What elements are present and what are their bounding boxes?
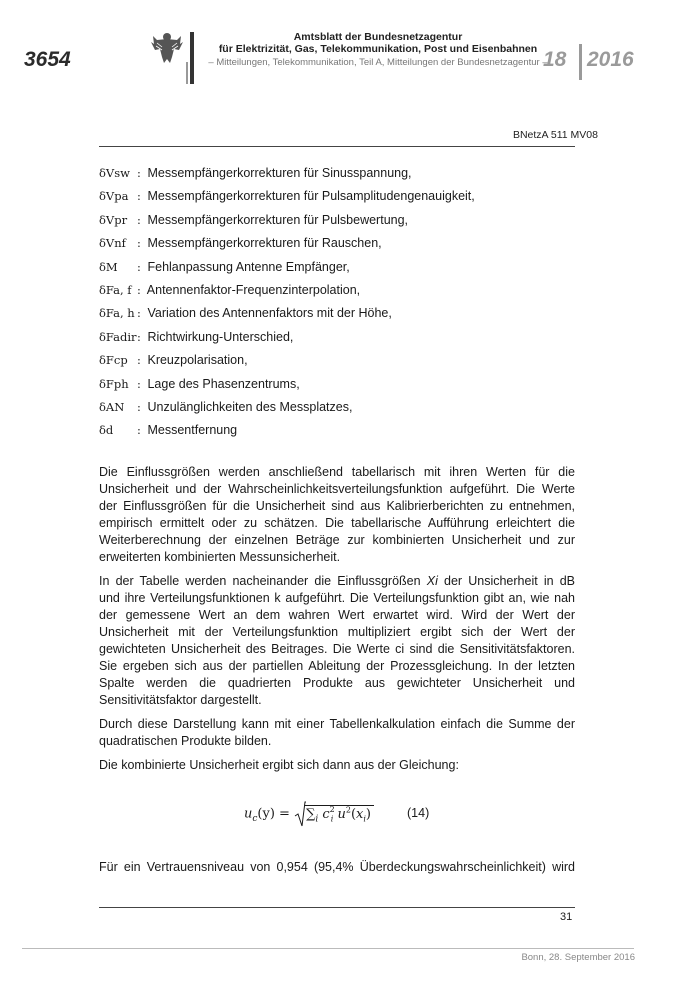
page-number: 3654 xyxy=(24,48,71,71)
paragraph-1 xyxy=(99,464,575,566)
footer-date: Bonn, 28. September 2016 xyxy=(521,952,635,963)
symbol-row: δM : Fehlanpassung Antenne Empfänger, xyxy=(99,257,579,280)
issue-number: 18 xyxy=(543,48,567,71)
gazette-title-line2: für Elektrizität, Gas, Telekommunikation, Post und Eisenbahnen xyxy=(218,43,538,55)
body-text xyxy=(99,464,575,781)
paragraph-2 xyxy=(99,573,575,709)
formula: $u_c(y) = \sum_i$ $c^2_i$ $u^2(x_i)$ xyxy=(244,800,374,828)
federal-eagle-icon xyxy=(150,30,184,66)
symbol-name: δFcp xyxy=(99,353,128,368)
gazette-title-line1: Amtsblatt der Bundesnetzagentur xyxy=(293,31,463,43)
symbol-description: Fehlanpassung Antenne Empfänger, xyxy=(147,259,350,274)
header-rule-secondary xyxy=(186,62,188,84)
text-line: Unsicherheit und der Wahrscheinlichkeitsverteilungsfunktion aufgeführt. Die Werte xyxy=(99,482,575,496)
paragraph-3 xyxy=(99,716,575,750)
symbol-list xyxy=(99,163,579,444)
formula-number: (14) xyxy=(407,806,430,820)
symbol-row: δVnf : Messempfängerkorrekturen für Rauschen, xyxy=(99,233,579,256)
symbol-row: δFa, h : Variation des Antennenfaktors mit der Höhe, xyxy=(99,303,579,326)
text-line: Die Einflussgrößen werden anschließend tabellarisch mit ihren Werten für die xyxy=(99,465,575,479)
symbol-name: δM xyxy=(99,259,118,274)
text-line: und ihre Verteilungsfunktionen k aufgeführt. Die Verteilungsfunktion gibt an, wie nah xyxy=(99,591,575,605)
text-line: der Einflussgrößen für die Unsicherheit sind aus Kalibrierberichten zu entnehmen, xyxy=(99,499,575,513)
symbol-name: δFa, h xyxy=(99,306,135,321)
symbol-description: Messempfängerkorrekturen für Pulsbewertung, xyxy=(147,212,409,227)
text-line: erweiterten kombinierten Messunsicherheit. xyxy=(99,550,341,564)
symbol-name: δFph xyxy=(99,376,129,391)
symbol-description: Messempfängerkorrekturen für Sinusspannung, xyxy=(147,166,412,180)
symbol-description: Variation des Antennenfaktors mit der Höhe, xyxy=(147,306,392,321)
issue-year: 2016 xyxy=(587,48,634,71)
symbol-name: δAN xyxy=(99,399,125,414)
symbol-name: δVnf xyxy=(99,236,126,251)
symbol-row: δFcp : Kreuzpolarisation, xyxy=(99,350,579,373)
paragraph-2-line1: In der Tabelle werden nacheinander die Einflussgrößen Xi der Unsicherheit in dB xyxy=(99,574,576,588)
symbol-name: δd xyxy=(99,423,114,438)
text-line: gewichteten Unsicherheit des Beitrages. Die Werte ci sind die Sensitivitätsfaktoren. xyxy=(99,642,575,656)
symbol-row: δFa, f : Antennenfaktor-Frequenzinterpolation, xyxy=(99,280,579,303)
symbol-description: Messempfängerkorrekturen für Rauschen, xyxy=(147,236,382,251)
symbol-name: δFadir xyxy=(99,329,137,344)
symbol-description: Unzulänglichkeiten des Messplatzes, xyxy=(147,399,353,414)
symbol-description: Richtwirkung-Unterschied, xyxy=(147,329,294,344)
text-line: Weiterberechnung der einzelnen Beträge zur kombinierten Unsicherheit und zur xyxy=(99,533,575,547)
symbol-name: δVpa xyxy=(99,189,129,204)
symbol-row: δAN : Unzulänglichkeiten des Messplatzes, xyxy=(99,397,579,420)
text-line: empirisch ermittelt oder zu schätzen. Die tabellarische Aufführung erleichtert die xyxy=(99,516,575,530)
page-footer-number: 31 xyxy=(560,911,573,923)
text-line: Durch diese Darstellung kann mit einer Tabellenkalkulation einfach die Summe der xyxy=(99,717,575,731)
text-line: Spalte werden die quadrierten Produkte aus gewichteter Unsicherheit und xyxy=(99,676,575,690)
text-line: Sensitivitätsfaktor dargestellt. xyxy=(99,693,262,707)
symbol-name: δVpr xyxy=(99,212,128,227)
issue-divider xyxy=(579,44,582,80)
paragraph-4: Die kombinierte Unsicherheit ergibt sich dann aus der Gleichung: xyxy=(99,758,459,772)
symbol-row: δd : Messentfernung xyxy=(99,420,579,443)
symbol-row: δVpa : Messempfängerkorrekturen für Pulsamplitudengenauigkeit, xyxy=(99,186,579,209)
document-code: BNetzA 511 MV08 xyxy=(512,129,598,141)
footer-rule xyxy=(22,948,634,949)
symbol-description: Antennenfaktor-Frequenzinterpolation, xyxy=(146,282,361,297)
symbol-description: Kreuzpolarisation, xyxy=(147,353,248,368)
text-line: Sie ergeben sich aus der partiellen Ableitung der Prozessgleichung. In der letzten xyxy=(99,659,575,673)
text-line: der gemessene Wert an dem wahren Wert erwartet wird. Wird der Wert der xyxy=(99,608,575,622)
text-line: quadratischen Produkte bilden. xyxy=(99,734,272,748)
symbol-description: Lage des Phasenzentrums, xyxy=(147,376,300,391)
gazette-title xyxy=(200,31,556,55)
bottom-rule xyxy=(99,907,575,908)
symbol-description: Messempfängerkorrekturen für Pulsamplitudengenauigkeit, xyxy=(147,189,475,204)
symbol-description: Messentfernung xyxy=(147,423,238,438)
symbol-row: δVsw : Messempfängerkorrekturen für Sinusspannung, xyxy=(99,163,579,186)
symbol-row: δFadir: Richtwirkung-Unterschied, xyxy=(99,327,579,350)
header-rule xyxy=(190,32,194,84)
symbol-row: δFph : Lage des Phasenzentrums, xyxy=(99,374,579,397)
top-rule xyxy=(99,146,575,147)
symbol-name: δFa, f xyxy=(99,282,132,297)
symbol-name: δVsw xyxy=(99,166,130,180)
paragraph-5: Für ein Vertrauensniveau von 0,954 (95,4% Überdeckungswahrscheinlichkeit) wird xyxy=(99,860,575,874)
symbol-row: δVpr : Messempfängerkorrekturen für Pulsbewertung, xyxy=(99,210,579,233)
gazette-subtitle: – Mitteilungen, Telekommunikation, Teil A, Mitteilungen der Bundesnetzagentur – xyxy=(208,57,548,68)
text-line: Unsicherheit mit der Verteilungsfunktion multipliziert ergibt sich der Wert der xyxy=(99,625,575,639)
